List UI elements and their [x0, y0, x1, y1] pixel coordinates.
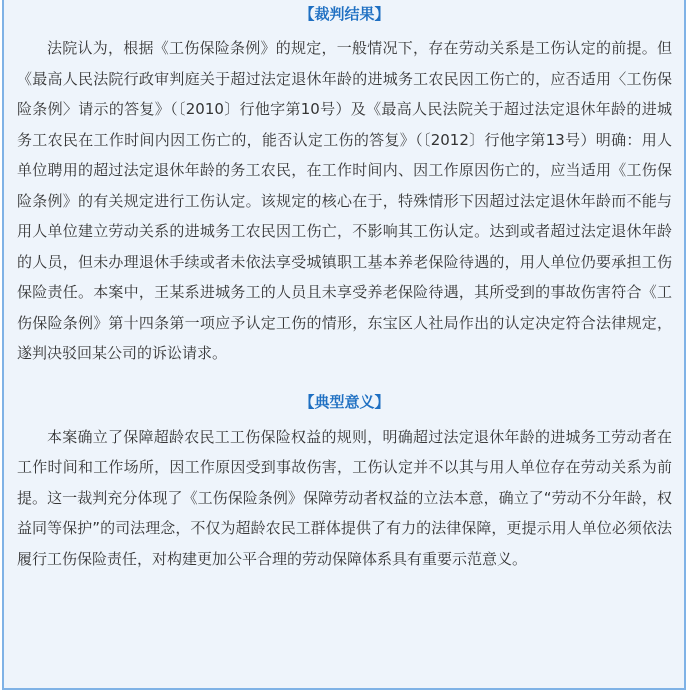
content-panel — [2, 0, 686, 690]
section-heading-significance: 【典型意义】 — [299, 392, 390, 411]
verdict-paragraph: 法院认为，根据《工伤保险条例》的规定，一般情况下，存在劳动关系是工伤认定的前提。但《最高人民法院行政审判庭关于超过法定退休年龄的进城务工农民因工伤亡的，应否适用〈工伤保险条例〉请示的答复》（〔2010〕行他字第10号）及《最高人民法院关于超过法定退休年龄的进城务工农民在工作时间内因工伤亡的，能否认定工伤的答复》（〔2012〕行他字第13号）明确：用人单位聘用的超过法定退休年龄的务工农民，在工作时间内、因工作原因伤亡的，应当适用《工伤保险条例》的有关规定进行工伤认定。该规定的核心在于，特殊情形下因超过法定退休年龄而不能与用人单位建立劳动关系的进城务工农民因工伤亡，不影响其工伤认定。达到或者超过法定退休年龄的人员，但未办理退休手续或者未依法享受城镇职工基本养老保险待遇的，用人单位仍要承担工伤保险责任。本案中，王某系进城务工的人员且未享受养老保险待遇，其所受到的事故伤害符合《工伤保险条例》第十四条第一项应予认定工伤的情形，东宝区人社局作出的认定决定符合法律规定，遂判决驳回某公司的诉讼请求。 — [17, 39, 672, 362]
section-heading-verdict: 【裁判结果】 — [299, 5, 390, 23]
significance-paragraph: 本案确立了保障超龄农民工工伤保险权益的规则，明确超过法定退休年龄的进城务工劳动者在工作时间和工作场所，因工作原因受到事故伤害，工伤认定并不以其与用人单位存在劳动关系为前提。这一裁判充分体现了《工伤保险条例》保障劳动者权益的立法本意，确立了“劳动不分年龄，权益同等保护”的司法理念，不仅为超龄农民工群体提供了有力的法律保障，更提示用人单位必须依法履行工伤保险责任，对构建更加公平合理的劳动保障体系具有重要示范意义。 — [17, 427, 672, 568]
